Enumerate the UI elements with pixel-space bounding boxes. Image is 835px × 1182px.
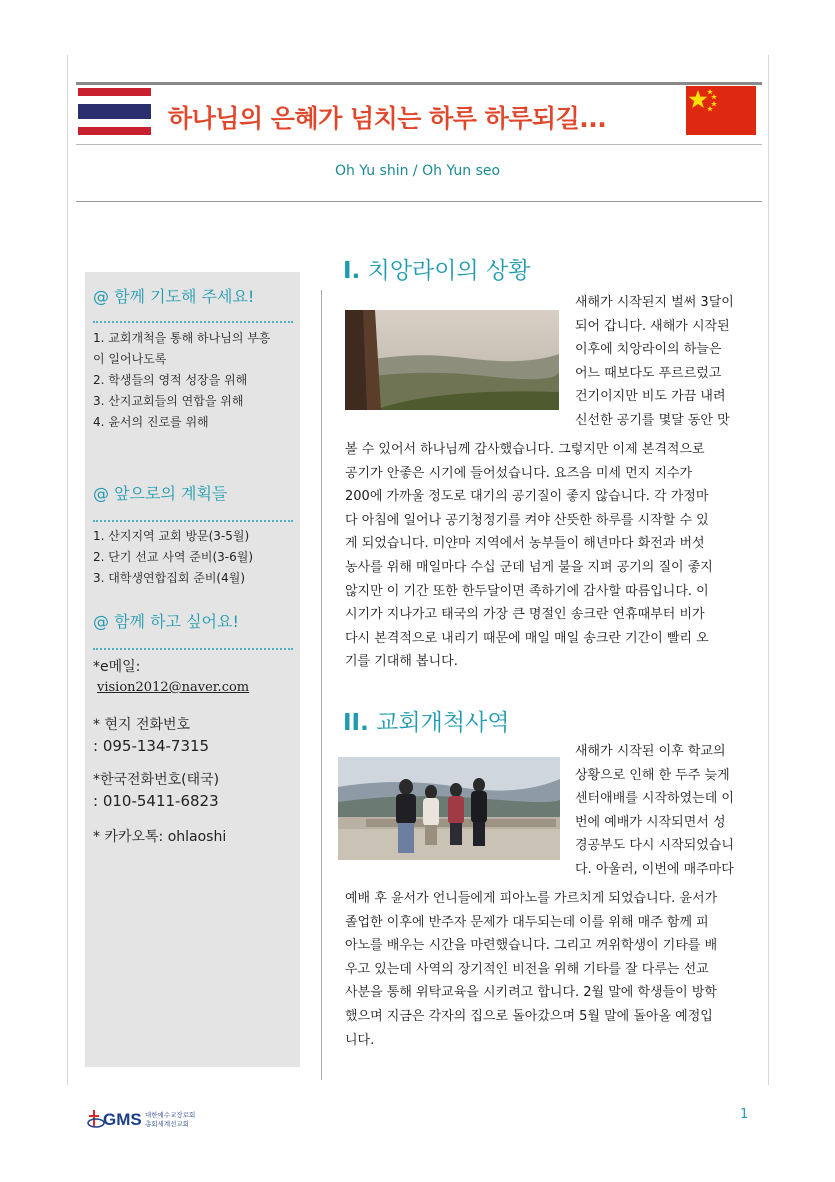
email-label: *e메일: xyxy=(93,659,141,675)
text-line: 센터애배를 시작하였는데 이 xyxy=(575,791,734,807)
text-line: 새해가 시작된 이후 학교의 xyxy=(575,744,726,759)
list-item: 2. 단기 선교 사역 준비(3-6월) xyxy=(93,550,253,564)
text-line: 예배 후 윤서가 언니들에게 피아노를 가르치게 되었습니다. 윤서가 xyxy=(345,891,718,906)
column-divider xyxy=(321,290,322,1080)
china-flag-icon xyxy=(686,86,756,135)
text-line: 다시 본격적으로 내리기 때문에 매일 매일 송크란 기간이 빨리 오 xyxy=(345,630,709,646)
section1-heading xyxy=(343,252,530,285)
logo-text: GMS xyxy=(103,1110,142,1129)
text-line: 새해가 시작된지 벌써 3달이 xyxy=(575,295,734,310)
plans-list xyxy=(93,526,298,589)
local-phone: : 095-134-7315 xyxy=(93,737,210,755)
students-group-photo xyxy=(338,757,560,860)
list-item: 3. 대학생연합집회 준비(4월) xyxy=(93,571,245,585)
section1-text-right xyxy=(575,291,734,433)
plans-heading: @ 앞으로의 계획들 xyxy=(93,484,228,503)
korea-phone: : 010-5411-6823 xyxy=(93,792,219,810)
page-title: 하나님의 은혜가 넘치는 하루 하루되길... xyxy=(168,104,607,133)
text-line: 다 아침에 일어나 공기청정기를 켜야 산뜻한 하루를 시작할 수 있 xyxy=(345,512,709,528)
text-line: 다. 아울러, 이번에 매주마다 xyxy=(575,861,734,877)
section2-heading xyxy=(343,704,509,737)
text-line: 건기이지만 비도 가끔 내려 xyxy=(575,389,726,405)
dotted-divider xyxy=(93,648,293,650)
text-line: 이후에 치앙라이의 하늘은 xyxy=(575,342,722,358)
text-line: 니다. xyxy=(345,1032,375,1048)
text-line: 게 되었습니다. 미얀마 지역에서 농부들이 해년마다 화전과 버섯 xyxy=(345,536,705,552)
section2-text-right xyxy=(575,740,734,882)
email-link[interactable]: vision2012@naver.com xyxy=(97,680,250,695)
gms-logo xyxy=(87,1106,222,1130)
logo-subtitle-2: 총회세계선교회 xyxy=(145,1120,189,1128)
list-item: 이 일어나도록 xyxy=(93,352,167,366)
text-line: 않지만 이 기간 또한 한두달이면 족하기에 감사할 따름입니다. 이 xyxy=(345,583,709,599)
chiangrai-hills-photo xyxy=(345,310,559,410)
authors-line: Oh Yu shin / Oh Yun seo xyxy=(334,163,501,179)
header-divider xyxy=(76,144,762,145)
logo-subtitle-1: 대한예수교장로회 xyxy=(145,1111,196,1119)
header-divider-bottom xyxy=(76,201,762,202)
text-line: 아노를 배우는 시간을 마련했습니다. 그리고 꺼위학생이 기타를 배 xyxy=(345,938,718,954)
section1-text-full xyxy=(345,438,713,674)
text-line: 200에 가까울 정도로 대기의 공기질이 좋지 않습니다. 각 가정마 xyxy=(345,489,709,505)
together-heading: @ 함께 하고 싶어요! xyxy=(93,612,239,631)
dotted-divider xyxy=(93,520,293,522)
text-line: 경공부도 다시 시작되었습니 xyxy=(575,838,734,854)
text-line: 했으며 지금은 각자의 집으로 돌아갔으며 5월 말에 돌아올 예정입 xyxy=(345,1008,713,1024)
text-line: 공기가 안좋은 시기에 들어섰습니다. 요즈음 미세 먼지 지수가 xyxy=(345,465,693,481)
pray-list xyxy=(93,328,298,433)
section1-number: I. xyxy=(343,258,361,284)
section2-text-full xyxy=(345,887,717,1052)
text-line: 어느 때보다도 푸르르렀고 xyxy=(575,365,722,381)
page-number: 1 xyxy=(740,1107,749,1122)
text-line: 농사를 위해 매일마다 수십 군데 넘게 불을 지펴 공기의 질이 좋지 xyxy=(345,559,713,575)
text-line: 되어 갑니다. 새해가 시작된 xyxy=(575,318,730,334)
text-line: 볼 수 있어서 하나님께 감사했습니다. 그렇지만 이제 본격적으로 xyxy=(345,442,705,457)
sidebar xyxy=(85,272,300,1067)
thailand-flag-icon xyxy=(78,88,151,135)
text-line: 기를 기대해 봅니다. xyxy=(345,654,458,670)
text-line: 상황으로 인해 한 두주 늦게 xyxy=(575,767,730,783)
list-item: 4. 윤서의 진로를 위해 xyxy=(93,415,209,429)
list-item: 3. 산지교회들의 연합을 위해 xyxy=(93,394,244,408)
list-item: 2. 학생들의 영적 성장을 위해 xyxy=(93,373,248,387)
text-line: 신선한 공기를 몇달 동안 맛 xyxy=(575,412,730,428)
text-line: 시기가 지나가고 태국의 가장 큰 명절인 송크란 연휴때부터 비가 xyxy=(345,607,705,623)
text-line: 사분을 통해 위탁교육을 시키려고 합니다. 2월 말에 학생들이 방학 xyxy=(345,985,717,1001)
list-item: 1. 산지지역 교회 방문(3-5월) xyxy=(93,529,250,543)
list-item: 1. 교회개척을 통해 하나님의 부흥 xyxy=(93,331,271,345)
text-line: 번에 예배가 시작되면서 성 xyxy=(575,814,726,830)
local-phone-label: * 현지 전화번호 xyxy=(93,717,191,733)
section2-title: 교회개척사역 xyxy=(368,710,510,736)
top-rule xyxy=(76,82,762,85)
text-line: 졸업한 이후에 반주자 문제가 대두되는데 이를 위해 매주 함께 피 xyxy=(345,914,709,930)
text-line: 우고 있는데 사역의 장기적인 비전을 위해 기타를 잘 다루는 선교 xyxy=(345,961,709,977)
dotted-divider xyxy=(93,321,293,323)
pray-heading: @ 함께 기도해 주세요! xyxy=(93,287,255,306)
kakao-id: * 카카오톡: ohlaoshi xyxy=(93,829,227,845)
section1-title: 치앙라이의 상황 xyxy=(360,258,531,284)
korea-phone-label: *한국전화번호(태국) xyxy=(93,772,220,788)
section2-number: II. xyxy=(343,710,369,736)
